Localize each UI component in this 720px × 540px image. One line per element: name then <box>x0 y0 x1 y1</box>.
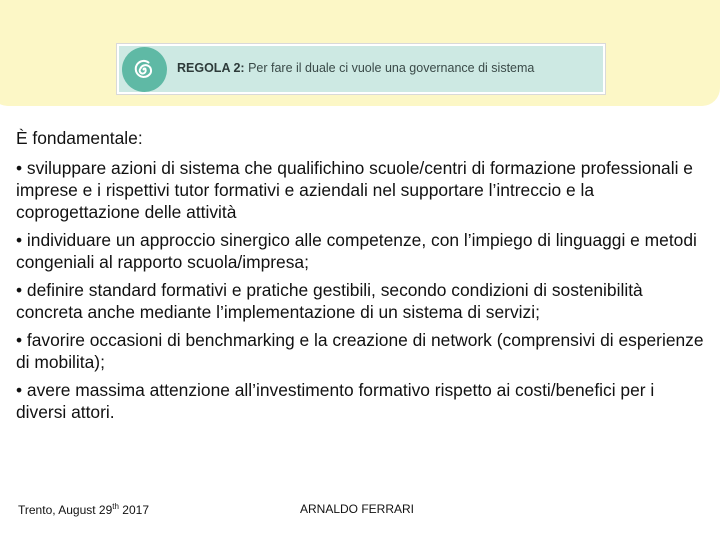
spiral-icon <box>130 55 159 84</box>
rule-title <box>177 61 534 75</box>
rule-banner-inner <box>119 46 603 92</box>
rule-text: Per fare il duale ci vuole una governance di sistema <box>244 61 535 75</box>
bullet-item: • favorire occasioni di benchmarking e la creazione di network (comprensivi di esperienze di mobilita); <box>16 330 704 372</box>
footer-author: ARNALDO FERRARI <box>300 502 415 516</box>
bullet-item: • definire standard formativi e pratiche gestibili, secondo condizioni di sostenibilità concreta anche mediante l’implementazione di un sistema di servizi; <box>16 280 643 322</box>
rule-label: REGOLA 2: <box>177 61 245 75</box>
date-sup: th <box>112 502 119 511</box>
spiral-logo <box>122 47 167 92</box>
rule-banner <box>116 43 606 95</box>
intro-text: È fondamentale: <box>16 128 143 148</box>
bullet-item: • avere massima attenzione all’investimento formativo rispetto ai costi/benefici per i diversi attori. <box>16 380 655 422</box>
date-suffix: 2017 <box>118 503 149 517</box>
bullet-item: • individuare un approccio sinergico alle competenze, con l’impiego di linguaggi e metodi congeniali al rapporto scuola/impresa; <box>16 230 697 272</box>
bullet-item: • sviluppare azioni di sistema che qualifichino scuole/centri di formazione professionali e imprese e i rispettivi tutor formativi e aziendali nel supportare l’intreccio e la coprogettazione delle attività <box>16 158 693 222</box>
slide-body <box>16 127 706 429</box>
footer-date <box>18 502 149 517</box>
date-prefix: Trento, August 29 <box>18 503 113 517</box>
